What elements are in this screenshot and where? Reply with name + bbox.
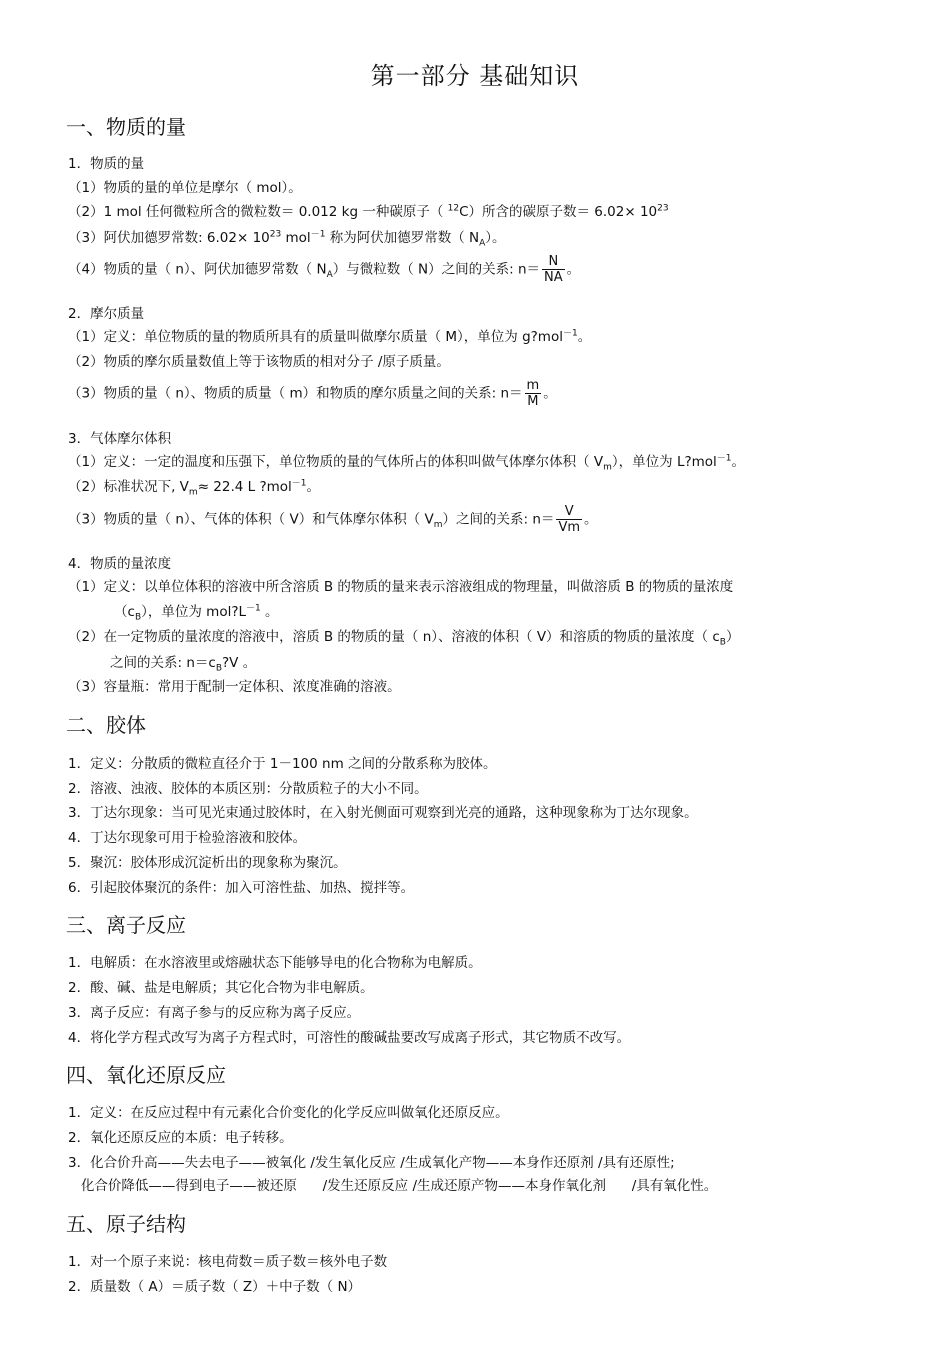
fraction: $\frac{N}{NA}$ (544, 254, 563, 285)
list-item: 5．聚沉：胶体形成沉淀析出的现象称为聚沉。 (68, 855, 347, 871)
list-item: 1．定义：在反应过程中有元素化合价变化的化学反应叫做氧化还原反应。 (68, 1105, 509, 1121)
list-item: 3．化合价升高——失去电子——被氧化 /发生氧化反应 /生成氧化产物——本身作还原剂 /具有还原性; (68, 1155, 675, 1171)
list-item: 1．对一个原子来说：核电荷数＝质子数＝核外电子数 (68, 1254, 388, 1270)
list-item: 2．质量数（ A）＝质子数（ Z）＋中子数（ N） (68, 1279, 362, 1295)
paragraph-line: （1）物质的量的单位是摩尔（ mol）。 (68, 180, 302, 196)
list-item: 4．将化学方程式改写为离子方程式时，可溶性的酸碱盐要改写成离子形式，其它物质不改写。 (68, 1030, 631, 1046)
list-item: 2．溶液、浊液、胶体的本质区别：分散质粒子的大小不同。 (68, 781, 428, 797)
paragraph-line: （2）在一定物质的量浓度的溶液中，溶质 B 的物质的量（ n）、溶液的体积（ V）和溶质的物质的量浓度（ $c_B$） (68, 629, 740, 648)
list-item: 2．氧化还原反应的本质：电子转移。 (68, 1130, 293, 1146)
formula-line: （3）物质的量（ n）、气体的体积（ V）和气体摩尔体积（ $V_m$）之间的关系: n＝ $\frac{V}{Vm}$ 。 (68, 504, 598, 535)
list-item: 2．酸、碱、盐是电解质；其它化合物为非电解质。 (68, 980, 374, 996)
paragraph-line: （3）容量瓶：常用于配制一定体积、浓度准确的溶液。 (68, 679, 401, 695)
paragraph-line: $(c_B)$，单位为 $mol?L^{-1}$ 。 (114, 603, 279, 623)
list-item: 3．离子反应：有离子参与的反应称为离子反应。 (68, 1005, 361, 1021)
section-heading-2: 二、胶体 (66, 713, 146, 737)
paragraph-line: （2）1 mol 任何微粒所含的微粒数＝ 0.012 kg 一种碳原子（ $^{12}$C）所含的碳原子数＝ $6.02\times 10^{23}$ (68, 203, 669, 220)
list-item: 3．丁达尔现象：当可见光束通过胶体时，在入射光侧面可观察到光亮的通路，这种现象称为丁达尔现象。 (68, 805, 698, 821)
formula-line: （4）物质的量（ n）、阿伏加德罗常数（ $N_A$）与微粒数（ N）之间的关系: n＝ $\frac{N}{NA}$ 。 (68, 254, 581, 285)
paragraph-line: （3）阿伏加德罗常数: $6.02\times 10^{23}$ mol$^{-1}$ 称为阿伏加德罗常数（ $N_A$）。 (68, 229, 506, 249)
section-heading-5: 五、原子结构 (66, 1212, 186, 1236)
list-item: 化合价降低——得到电子——被还原 /发生还原反应 /生成还原产物——本身作氧化剂 /具有氧化性。 (68, 1178, 718, 1194)
section-heading-4: 四、氧化还原反应 (66, 1063, 226, 1087)
section-heading-3: 三、离子反应 (66, 913, 186, 937)
paragraph-line: （2）标准状况下, $V_m\approx 22.4$ L ?mol$^{-1}$。 (68, 478, 321, 498)
subheading-1-1: 1．物质的量 (68, 156, 145, 172)
paragraph-line: （1）定义：单位物质的量的物质所具有的质量叫做摩尔质量（ M），单位为 g?mol$^{-1}$。 (68, 328, 592, 345)
paragraph-line: （1）定义：以单位体积的溶液中所含溶质 B 的物质的量来表示溶液组成的物理量，叫做溶质 B 的物质的量浓度 (68, 579, 734, 595)
fraction: $\frac{V}{Vm}$ (558, 504, 580, 535)
page-title: 第一部分 基础知识 (370, 62, 580, 90)
subheading-1-4: 4．物质的量浓度 (68, 556, 172, 572)
section-heading-1: 一、物质的量 (66, 115, 186, 139)
subheading-1-3: 3．气体摩尔体积 (68, 431, 172, 447)
list-item: 6．引起胶体聚沉的条件：加入可溶性盐、加热、搅拌等。 (68, 880, 415, 896)
fraction: $\frac{m}{M}$ (526, 378, 540, 409)
list-item: 1．定义：分散质的微粒直径介于 1－100 nm 之间的分散系称为胶体。 (68, 756, 497, 772)
paragraph-line: 之间的关系: $n=c_B?V$ 。 (110, 655, 257, 674)
paragraph-line: （2）物质的摩尔质量数值上等于该物质的相对分子 /原子质量。 (68, 354, 450, 370)
subheading-1-2: 2．摩尔质量 (68, 306, 145, 322)
formula-line: （3）物质的量（ n）、物质的质量（ m）和物质的摩尔质量之间的关系: n＝ $\frac{m}{M}$ 。 (68, 378, 557, 409)
list-item: 4．丁达尔现象可用于检验溶液和胶体。 (68, 830, 307, 846)
list-item: 1．电解质：在水溶液里或熔融状态下能够导电的化合物称为电解质。 (68, 955, 482, 971)
paragraph-line: （1）定义：一定的温度和压强下，单位物质的量的气体所占的体积叫做气体摩尔体积（ $V_m$），单位为 L?mol$^{-1}$。 (68, 453, 746, 473)
